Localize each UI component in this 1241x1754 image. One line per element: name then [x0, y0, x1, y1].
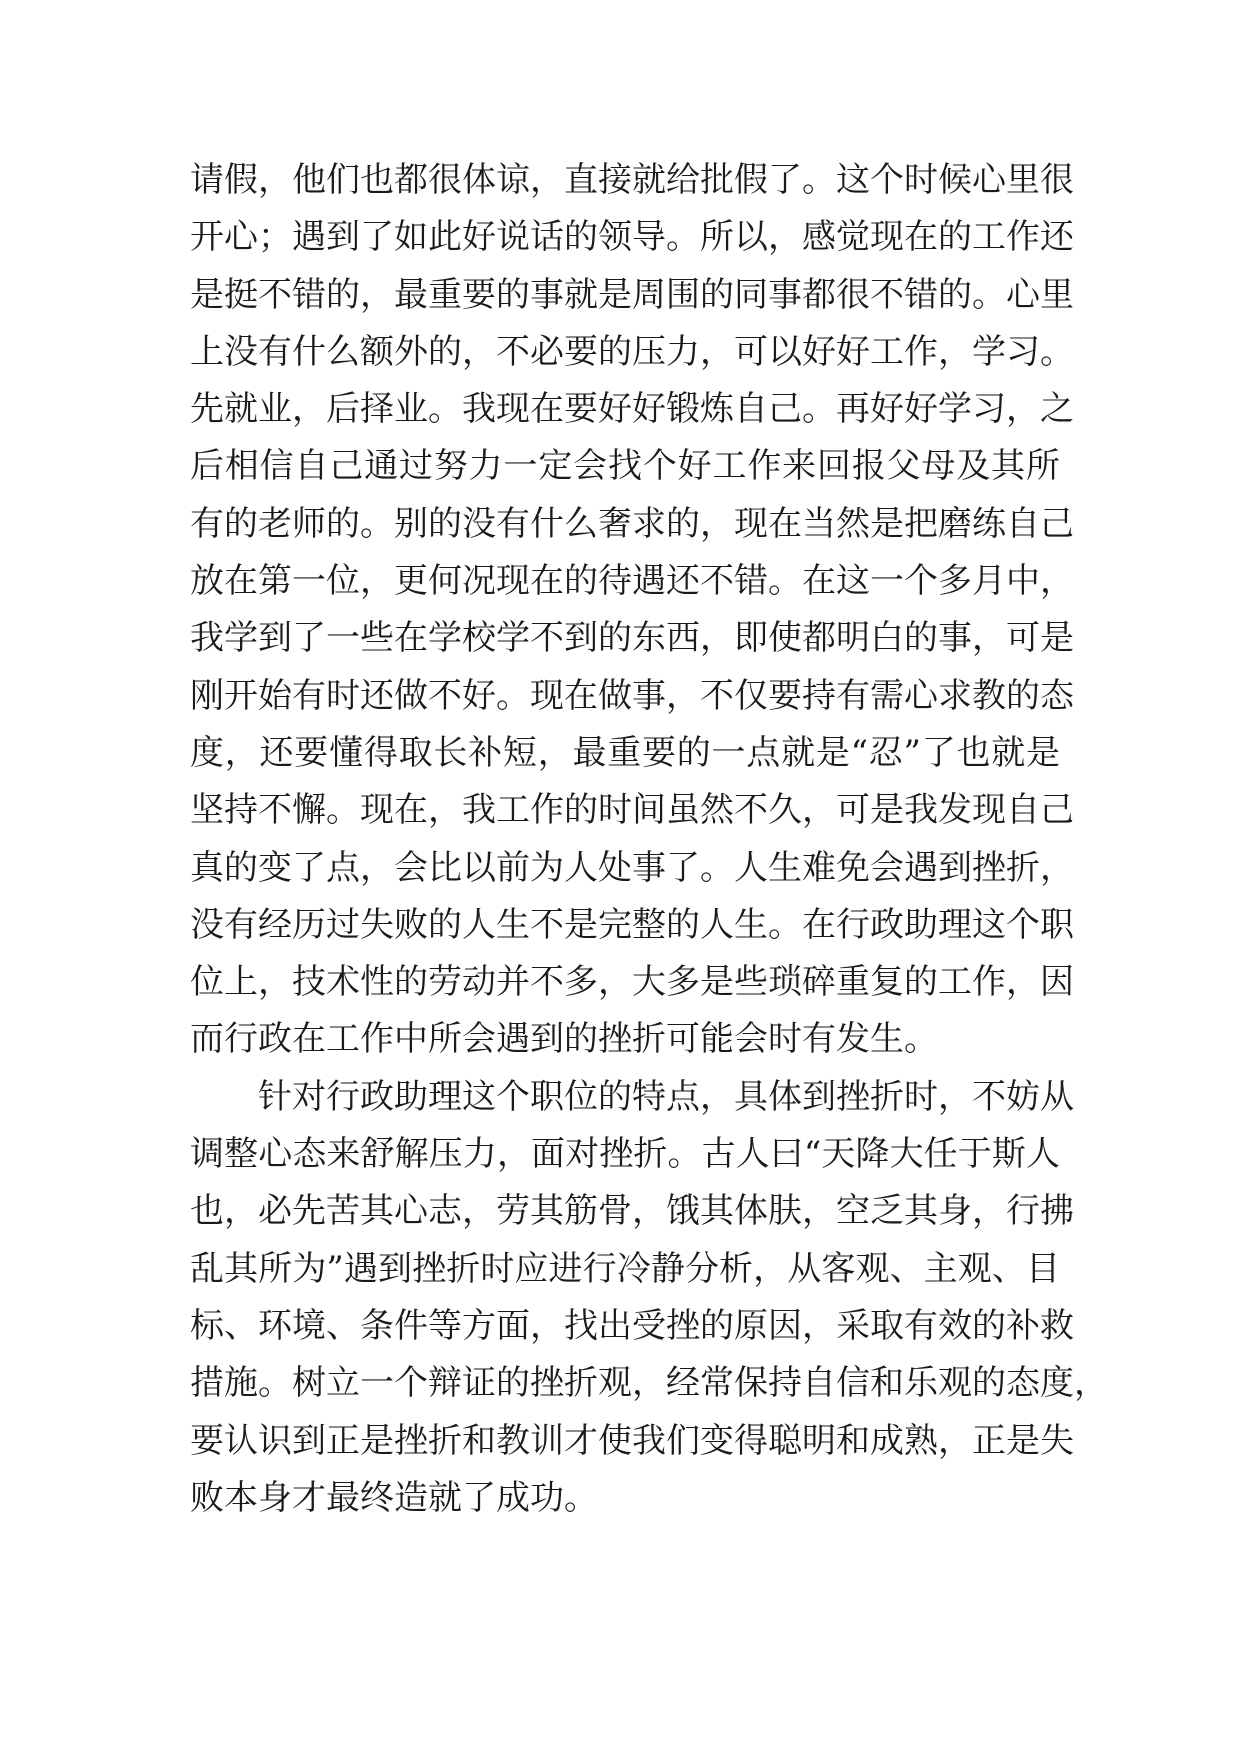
text-line: 开心；遇到了如此好说话的领导。所以，感觉现在的工作还 [190, 217, 1074, 258]
text-line: 位上，技术性的劳动并不多，大多是些琐碎重复的工作，因 [190, 962, 1074, 1003]
text-line: 也，必先苦其心志，劳其筋骨，饿其体肤，空乏其身，行拂 [190, 1191, 1074, 1232]
paragraph-1 [190, 152, 1074, 1069]
text-line: 度，还要懂得取长补短，最重要的一点就是“忍”了也就是 [190, 732, 1060, 773]
body-text [190, 152, 1108, 1527]
text-line: 有的老师的。别的没有什么奢求的，现在当然是把磨练自己 [190, 503, 1074, 544]
text-line: 调整心态来舒解压力，面对挫折。古人曰“天降大任于斯人 [190, 1134, 1060, 1175]
text-line: 乱其所为”遇到挫折时应进行冷静分析，从客观、主观、目 [190, 1248, 1060, 1289]
text-line: 败本身才最终造就了成功。 [190, 1477, 598, 1518]
text-line: 放在第一位，更何况现在的待遇还不错。在这一个多月中， [190, 561, 1074, 602]
text-line: 上没有什么额外的，不必要的压力，可以好好工作，学习。 [190, 331, 1074, 372]
text-line: 而行政在工作中所会遇到的挫折可能会时有发生。 [190, 1019, 938, 1060]
text-line: 措施。树立一个辩证的挫折观，经常保持自信和乐观的态度， [190, 1363, 1108, 1404]
text-line: 我学到了一些在学校学不到的东西，即使都明白的事，可是 [190, 618, 1074, 659]
text-line: 真的变了点，会比以前为人处事了。人生难免会遇到挫折， [190, 847, 1074, 888]
text-line: 请假，他们也都很体谅，直接就给批假了。这个时候心里很 [190, 160, 1074, 200]
text-line: 要认识到正是挫折和教训才使我们变得聪明和成熟，正是失 [190, 1420, 1074, 1461]
text-line: 先就业，后择业。我现在要好好锻炼自己。再好好学习，之 [190, 389, 1074, 430]
paragraph-2 [190, 1069, 1108, 1527]
text-line: 针对行政助理这个职位的特点，具体到挫折时，不妨从 [258, 1076, 1074, 1117]
text-line: 没有经历过失败的人生不是完整的人生。在行政助理这个职 [190, 904, 1074, 945]
text-line: 坚持不懈。现在，我工作的时间虽然不久，可是我发现自己 [190, 790, 1074, 831]
text-line: 标、环境、条件等方面，找出受挫的原因，采取有效的补救 [190, 1305, 1074, 1346]
text-line: 刚开始有时还做不好。现在做事，不仅要持有需心求教的态 [190, 675, 1074, 716]
text-line: 后相信自己通过努力一定会找个好工作来回报父母及其所 [190, 446, 1060, 487]
text-line: 是挺不错的，最重要的事就是周围的同事都很不错的。心里 [190, 274, 1074, 315]
